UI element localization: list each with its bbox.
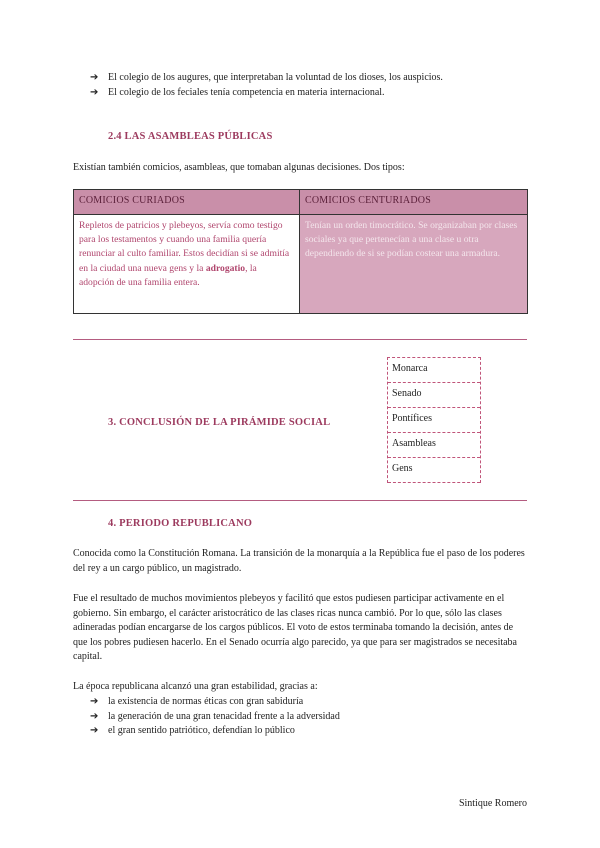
- comicios-curiados-description: Repletos de patricios y plebeyos, servía como testigo para los testamentos y cuando una familia quería renunciar al culto familiar. Estos decidían si se admitía en la ciudad una nueva gens y la adrogatio, la adopción de una familia entera.: [74, 215, 300, 314]
- list-item: ➔ El colegio de los augures, que interpretaban la voluntad de los dioses, los auspicios.: [90, 71, 530, 86]
- pyramid-item: Monarca: [388, 358, 480, 383]
- top-bullet-list: [90, 71, 530, 100]
- arrow-icon: ➔: [90, 725, 99, 736]
- section-heading-asambleas: 2.4 LAS ASAMBLEAS PÚBLICAS: [108, 131, 273, 142]
- footer-author: Sintique Romero: [458, 798, 527, 809]
- republicano-bullet-list: [90, 695, 510, 739]
- asambleas-intro: Existían también comicios, asambleas, que tomaban algunas decisiones. Dos tipos:: [73, 162, 405, 173]
- comicios-centuriados-description: Tenían un orden timocrático. Se organizaban por clases sociales ya que pertenecían a una clase u otra dependiendo de si se podían costear una armadura.: [300, 215, 528, 314]
- pyramid-item: Pontífices: [388, 408, 480, 433]
- arrow-icon: ➔: [90, 86, 99, 98]
- republicano-paragraph-1: Conocida como la Constitución Romana. La transición de la monarquía a la República fue el paso de los poderes del rey a un cargo público, un magistrado.: [73, 548, 525, 574]
- list-item: ➔ la existencia de normas éticas con gran sabiduría: [90, 695, 510, 710]
- list-item: ➔ El colegio de los feciales tenía competencia en materia internacional.: [90, 86, 530, 101]
- divider: [73, 500, 527, 501]
- pyramid-item: Senado: [388, 383, 480, 408]
- comicios-centuriados-header: COMICIOS CENTURIADOS: [300, 190, 528, 215]
- republicano-paragraph-2: Fue el resultado de muchos movimientos plebeyos y facilitó que estos pudiesen participar activamente en el gobierno. Sin embargo, el carácter aristocrático de las clases ricas nunca cambió. Por lo que, sólo las clases adineradas podían encargarse de los cargos públicos. El voto de estos terminaba tomando la decisión, antes de que los pobres pudiesen hacerlo. En el Senado ocurría algo parecido, ya que para ser magistrados se necesitaba capital.: [73, 593, 517, 662]
- pyramid-item: Asambleas: [388, 433, 480, 458]
- arrow-icon: ➔: [90, 696, 99, 707]
- list-item: ➔ la generación de una gran tenacidad frente a la adversidad: [90, 710, 510, 725]
- comicios-table: [73, 189, 528, 314]
- comicios-curiados-header: COMICIOS CURIADOS: [74, 190, 300, 215]
- pyramid-item: Gens: [388, 458, 480, 483]
- republicano-paragraph-3: La época republicana alcanzó una gran estabilidad, gracias a:: [73, 681, 318, 692]
- arrow-icon: ➔: [90, 710, 99, 722]
- section-heading-republicano: 4. PERIODO REPUBLICANO: [108, 518, 253, 529]
- arrow-icon: ➔: [90, 72, 99, 83]
- list-item: ➔ el gran sentido patriótico, defendían lo público: [90, 724, 510, 739]
- social-pyramid-list: [387, 357, 481, 483]
- divider: [73, 339, 527, 340]
- section-heading-piramide: 3. CONCLUSIÓN DE LA PIRÁMIDE SOCIAL: [108, 417, 331, 428]
